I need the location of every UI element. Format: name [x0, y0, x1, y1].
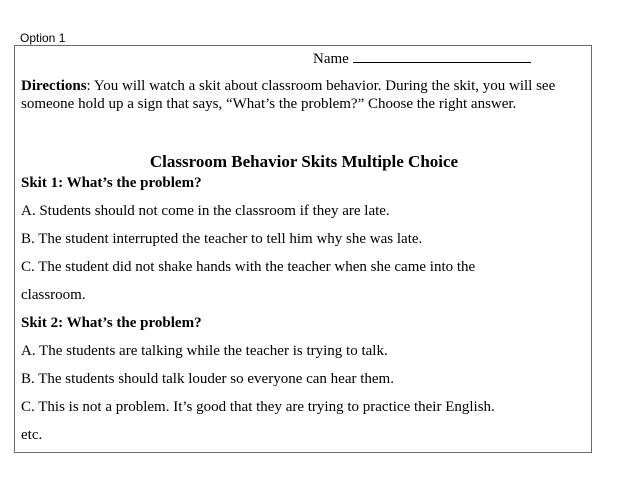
skit-1-choice-c-cont: classroom. — [21, 287, 86, 303]
name-label: Name — [313, 51, 349, 67]
etc-text: etc. — [21, 427, 43, 443]
directions-label: Directions — [21, 78, 87, 94]
worksheet-box — [14, 45, 592, 453]
worksheet-title: Classroom Behavior Skits Multiple Choice — [149, 152, 459, 171]
directions-paragraph — [21, 77, 587, 113]
skit-1-choice-c: C. The student did not shake hands with the teacher when she came into the — [21, 259, 476, 275]
skit-1-heading: Skit 1: What’s the problem? — [21, 175, 202, 191]
name-blank-line — [353, 49, 531, 63]
skit-2-choice-c: C. This is not a problem. It’s good that they are trying to practice their English. — [21, 399, 495, 415]
name-field — [313, 49, 531, 68]
skit-1-choice-b: B. The student interrupted the teacher to tell him why she was late. — [21, 231, 423, 247]
skit-1-choice-a: A. Students should not come in the classroom if they are late. — [21, 203, 390, 219]
skit-2-heading: Skit 2: What’s the problem? — [21, 315, 202, 331]
skit-2-choice-b: B. The students should talk louder so everyone can hear them. — [21, 371, 394, 387]
directions-text: : You will watch a skit about classroom behavior. During the skit, you will see someone hold up a sign that says, “What’s the problem?” Choose the right answer. — [21, 78, 556, 112]
option-label: Option 1 — [20, 31, 66, 45]
skit-2-choice-a: A. The students are talking while the teacher is trying to talk. — [21, 343, 388, 359]
